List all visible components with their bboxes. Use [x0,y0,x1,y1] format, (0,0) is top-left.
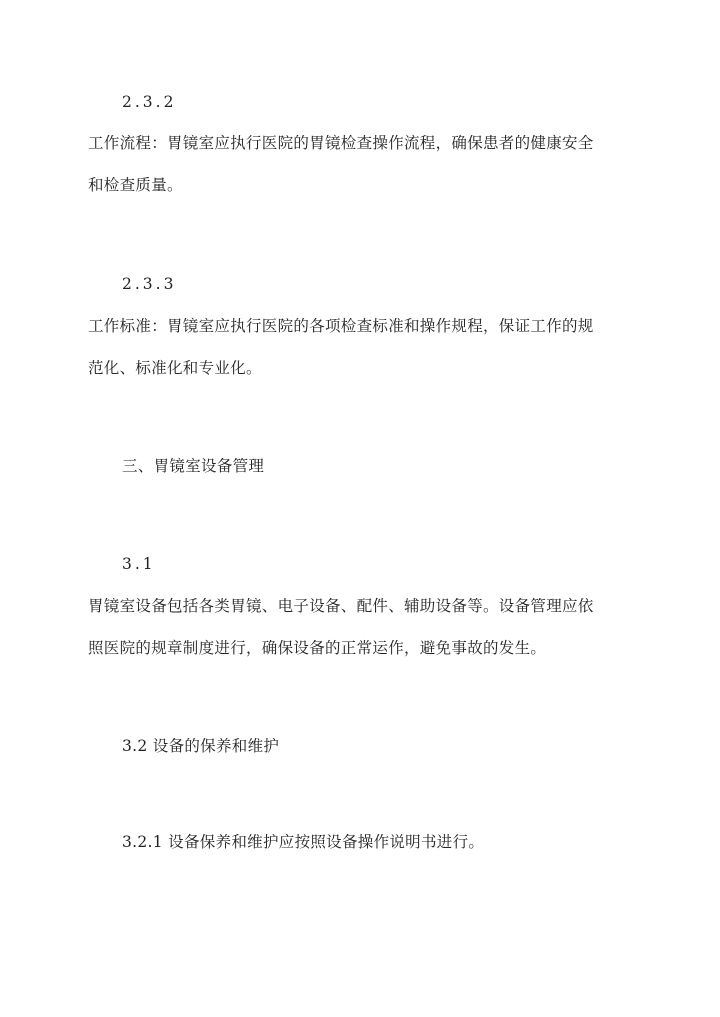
paragraph-line: 范化、标准化和专业化。 [88,359,262,377]
paragraph-line: 胃镜室设备包括各类胃镜、电子设备、配件、辅助设备等。设备管理应依 [88,597,594,615]
section-number-2-3-2: 2.3.2 [122,93,177,111]
paragraph-line: 照医院的规章制度进行，确保设备的正常运作，避免事故的发生。 [88,639,547,657]
section-number-3-1: 3.1 [122,555,156,573]
paragraph-line: 和检查质量。 [88,176,183,194]
section-heading-3-2-1: 3.2.1 设备保养和维护应按照设备操作说明书进行。 [122,833,485,851]
section-number-2-3-3: 2.3.3 [122,275,177,293]
chapter-heading: 三、胃镜室设备管理 [122,457,265,475]
paragraph-line: 工作流程：胃镜室应执行医院的胃镜检查操作流程，确保患者的健康安全 [88,134,594,152]
section-heading-3-2: 3.2 设备的保养和维护 [122,737,280,755]
paragraph-line: 工作标准：胃镜室应执行医院的各项检查标准和操作规程，保证工作的规 [88,317,594,335]
